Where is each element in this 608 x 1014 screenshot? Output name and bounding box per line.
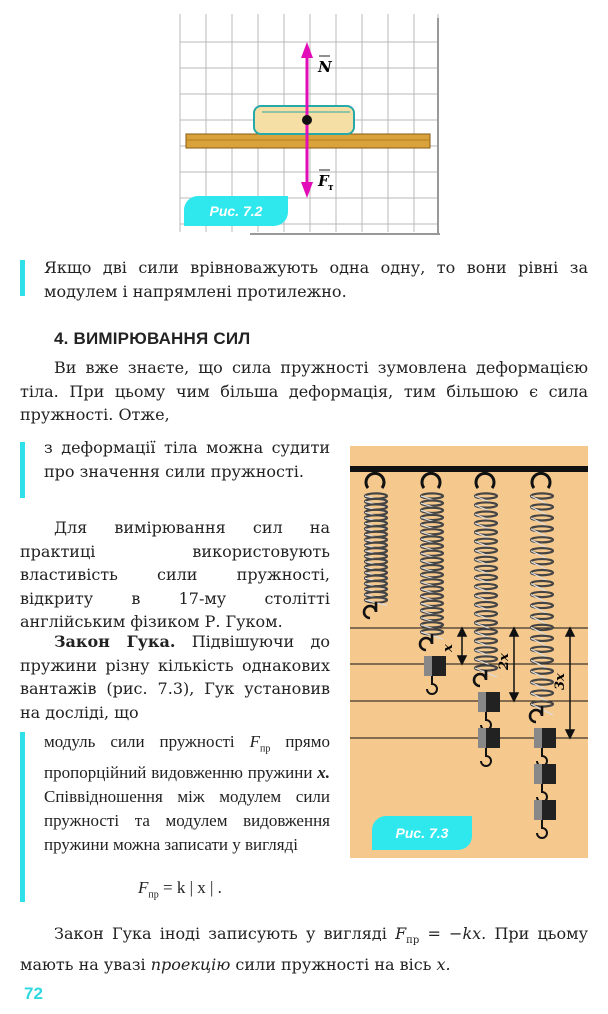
rule-3-part3: Співвідношення між модулем сили пружності та модулем видовження пружини можна записати у вигляді — [44, 787, 330, 855]
rule-marker — [20, 732, 25, 902]
closing-equation: = −kx. — [427, 924, 487, 943]
rule-3 — [44, 730, 330, 857]
intro-text: Ви вже знаєте, що сила пружності зумовлена деформацією тіла. При цьому чим більша деформація, тим більшою є сила пружності. Отже, — [20, 358, 588, 424]
label-normal-force: N — [318, 58, 332, 76]
closing-symbol-f: F — [395, 924, 407, 943]
label-2x: 2x — [497, 653, 512, 670]
label-x: x — [441, 644, 456, 652]
hooke-paragraph — [20, 630, 330, 724]
rule-3-part1: модуль сили пружності — [44, 732, 235, 751]
hooke-intro: Підвішуючи до пружини різну кількість однакових вантажів (рис. 7.3), Гук установив на досліді, що — [20, 632, 330, 722]
rule-3-symbol-x: x. — [317, 763, 330, 783]
closing-symbol-x: x. — [436, 954, 451, 974]
figure-7-3-caption: Рис. 7.3 — [372, 816, 472, 850]
label-gravity-force: F — [318, 172, 329, 190]
practice-paragraph: Для вимірювання сил на практиці використовують властивість сили пружності, відкриту в 17-му столітті англійським фізиком Р. Гуком. — [20, 518, 330, 631]
closing-part1: Закон Гука іноді записують у вигляді — [54, 924, 387, 943]
arrow-down-icon — [301, 182, 313, 198]
closing-part2: При цьому мають на увазі — [20, 924, 589, 974]
arrow-up-icon — [301, 42, 313, 58]
formula-symbol-f: F — [138, 878, 149, 897]
hooke-formula — [138, 878, 222, 900]
rule-marker — [20, 442, 25, 498]
figure-7-2-caption: Рис. 7.2 — [184, 196, 288, 226]
rule-marker — [20, 260, 25, 296]
closing-part3: сили пружності на вісь — [235, 954, 432, 974]
support-rod — [350, 466, 588, 472]
figure-7-3 — [350, 446, 588, 858]
hooke-title: Закон Гука. — [54, 632, 176, 651]
rule-3-symbol-f: F — [249, 732, 260, 751]
closing-paragraph — [20, 922, 588, 976]
rule-2: з деформації тіла можна судити про значення сили пружності. — [44, 438, 330, 481]
formula-sub: пр — [148, 889, 159, 901]
rule-3-sub: пр — [260, 743, 271, 755]
label-3x: 3x — [553, 673, 568, 690]
formula-rest: = k | x | . — [163, 878, 222, 897]
closing-sub: пр — [406, 935, 420, 947]
rule-1: Якщо дві сили врівноважують одна одну, то вони рівні за модулем і напрямлені протилежно. — [44, 258, 588, 301]
intro-paragraph — [20, 356, 588, 427]
page-number: 72 — [24, 984, 43, 1003]
section-heading: 4. ВИМІРЮВАННЯ СИЛ — [54, 329, 251, 348]
rule-3-part2: прямо пропорційний видовженню пружини — [44, 732, 330, 783]
closing-emphasis: проекцію — [150, 954, 231, 974]
label-gravity-sub: т — [328, 183, 334, 193]
